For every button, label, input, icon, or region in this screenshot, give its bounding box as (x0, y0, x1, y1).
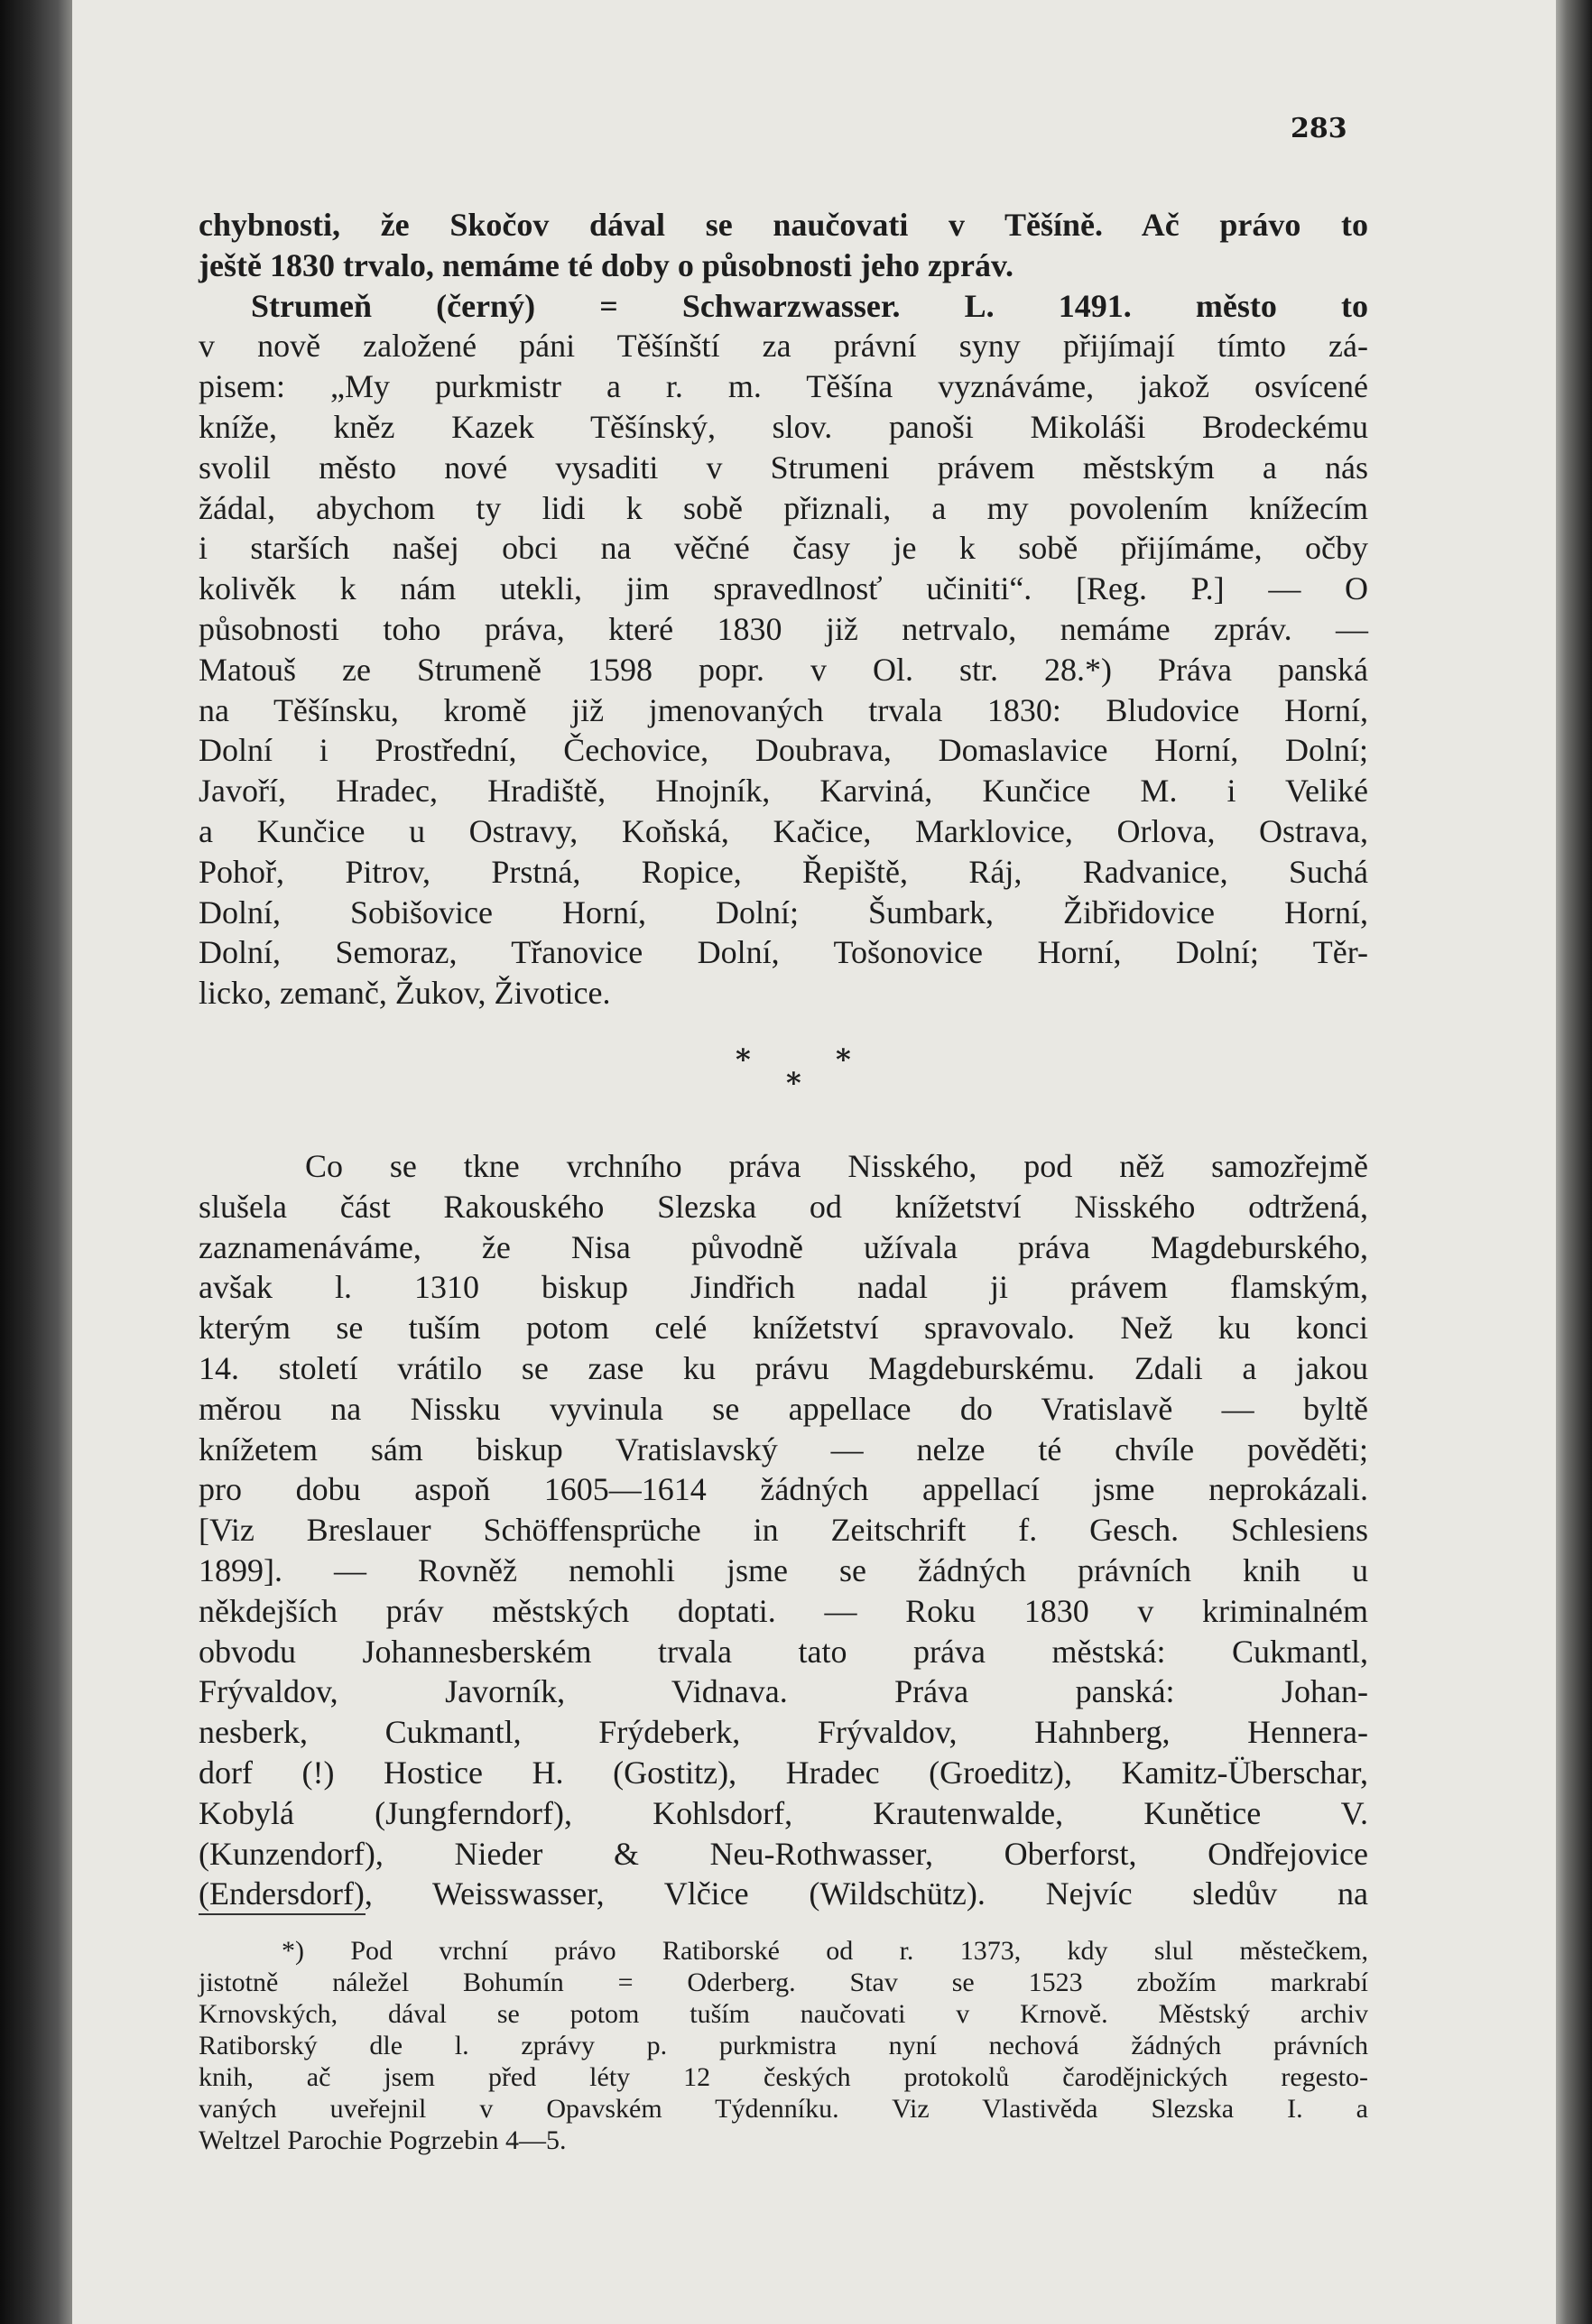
text-line: na Těšínsku, kromě již jmenovaných trvala 1830: Bludovice Horní, (199, 691, 1368, 728)
text-line: měrou na Nissku vyvinula se appellace do Vratislavě — byltě (199, 1390, 1368, 1427)
text-line: 1899]. — Rovněž nemohli jsme se žádných právních knih u (199, 1551, 1368, 1588)
text-line: Kobylá (Jungferndorf), Kohlsdorf, Krautenwalde, Kunětice V. (199, 1794, 1368, 1831)
text-line: Co se tkne vrchního práva Nisského, pod něž samozřejmě (305, 1148, 1368, 1184)
asterisk-ornament: * (836, 1042, 851, 1077)
footnote (199, 1935, 1368, 2156)
footnote-line: jistotně náležel Bohumín = Oderberg. Stav se 1523 zbožím markrabí (199, 1968, 1368, 1997)
scan-right-edge (1556, 0, 1592, 2324)
book-page (72, 0, 1556, 2324)
asterisk-ornament: * (786, 1066, 801, 1100)
text-line: Matouš ze Strumeně 1598 popr. v Ol. str. 28.*) Práva panská (199, 651, 1368, 688)
footnote-line: Weltzel Parochie Pogrzebin 4—5. (199, 2125, 567, 2155)
text-line: knížetem sám biskup Vratislavský — nelze té chvíle pověděti; (199, 1431, 1368, 1468)
first-paragraph (199, 205, 1368, 1014)
asterisk-ornament: * (736, 1042, 751, 1077)
footnote-separator (199, 1913, 366, 1915)
first-paragraph-text (199, 205, 1368, 1014)
second-paragraph-text (199, 1146, 1368, 1914)
footnote-text (199, 1935, 1368, 2156)
text-line: kolivěk k nám utekli, jim spravedlnosť učiniti“. [Reg. P.] — O (199, 570, 1368, 607)
text-line: žádal, abychom ty lidi k sobě přiznali, a my povolením knížecím (199, 489, 1368, 526)
text-line: [Viz Breslauer Schöffensprüche in Zeitschrift f. Gesch. Schlesiens (199, 1512, 1368, 1549)
text-line: kterým se tuším potom celé knížetství spravovalo. Než ku konci (199, 1310, 1368, 1347)
footnote-line: *) Pod vrchní právo Ratiborské od r. 1373, kdy slul městečkem, (282, 1936, 1368, 1966)
text-line: i starších našej obci na věčné časy je k sobě přijímáme, očby (199, 530, 1368, 567)
text-line: dorf (!) Hostice H. (Gostitz), Hradec (Groeditz), Kamitz-Überschar, (199, 1754, 1368, 1791)
scan-binding-edge (0, 0, 72, 2324)
footnote-line: Krnovských, dával se potom tuším naučovati v Krnově. Městský archiv (199, 1999, 1368, 2029)
text-line: Dolní, Semoraz, Třanovice Dolní, Tošonovice Horní, Dolní; Těr- (199, 934, 1368, 971)
text-line: ještě 1830 trvalo, nemáme té doby o působnosti jeho zpráv. (199, 246, 1014, 283)
footnote-line: vaných uveřejnil v Opavském Týdenníku. Viz Vlastivěda Slezska I. a (199, 2094, 1368, 2124)
text-line: Frývaldov, Javorník, Vidnava. Práva panská: Johan- (199, 1673, 1368, 1710)
text-line: obvodu Johannesberském trvala tato práva městská: Cukmantl, (199, 1633, 1368, 1670)
text-line: kníže, kněz Kazek Těšínský, slov. panoši Mikoláši Brodeckému (199, 408, 1368, 445)
text-line: někdejších práv městských doptati. — Roku 1830 v kriminalném (199, 1592, 1368, 1629)
text-line: a Kunčice u Ostravy, Koňská, Kačice, Marklovice, Orlova, Ostrava, (199, 812, 1368, 849)
text-line: v nově založené páni Těšínští za právní syny přijímají tímto zá- (199, 328, 1368, 365)
section-heading-line: Strumeň (černý) = Schwarzwasser. L. 1491. město to (251, 287, 1368, 324)
second-paragraph (199, 1146, 1368, 1914)
footnote-line: Ratiborský dle l. zprávy p. purkmistra nyní nechová žádných právních (199, 2031, 1368, 2060)
text-line: Dolní i Prostřední, Čechovice, Doubrava, Domaslavice Horní, Dolní; (199, 732, 1368, 769)
text-line: pisem: „My purkmistr a r. m. Těšína vyznáváme, jakož osvícené (199, 368, 1368, 405)
text-line: zaznamenáváme, že Nisa původně užívala práva Magdeburského, (199, 1228, 1368, 1265)
text-line: 14. století vrátilo se zase ku právu Magdeburskému. Zdali a jakou (199, 1349, 1368, 1386)
text-line: avšak l. 1310 biskup Jindřich nadal ji právem flamským, (199, 1269, 1368, 1306)
text-line: Javoří, Hradec, Hradiště, Hnojník, Karviná, Kunčice M. i Veliké (199, 773, 1368, 810)
text-line: svolil město nové vysaditi v Strumeni právem městským a nás (199, 449, 1368, 486)
page-number: 283 (1291, 113, 1347, 144)
section-break (199, 1042, 1368, 1106)
text-line: (Endersdorf), Weisswasser, Vlčice (Wildschütz). Nejvíc sledův na (199, 1875, 1368, 1912)
text-line: chybnosti, že Skočov dával se naučovati v Těšíně. Ač právo to (199, 207, 1368, 243)
footnote-line: knih, ač jsem před léty 12 českých protokolů čarodějnických regesto- (199, 2062, 1368, 2092)
text-line: licko, zemanč, Žukov, Životice. (199, 975, 611, 1012)
text-line: působnosti toho práva, které 1830 již netrvalo, nemáme zpráv. — (199, 610, 1368, 647)
text-line: slušela část Rakouského Slezska od knížetství Nisského odtržená, (199, 1188, 1368, 1225)
text-line: (Kunzendorf), Nieder & Neu-Rothwasser, Oberforst, Ondřejovice (199, 1835, 1368, 1872)
text-line: Dolní, Sobišovice Horní, Dolní; Šumbark, Žibřidovice Horní, (199, 893, 1368, 931)
text-line: nesberk, Cukmantl, Frýdeberk, Frývaldov, Hahnberg, Hennera- (199, 1714, 1368, 1751)
text-line: pro dobu aspoň 1605—1614 žádných appellací jsme neprokázali. (199, 1471, 1368, 1508)
text-line: Pohoř, Pitrov, Prstná, Ropice, Řepiště, Ráj, Radvanice, Suchá (199, 853, 1368, 890)
